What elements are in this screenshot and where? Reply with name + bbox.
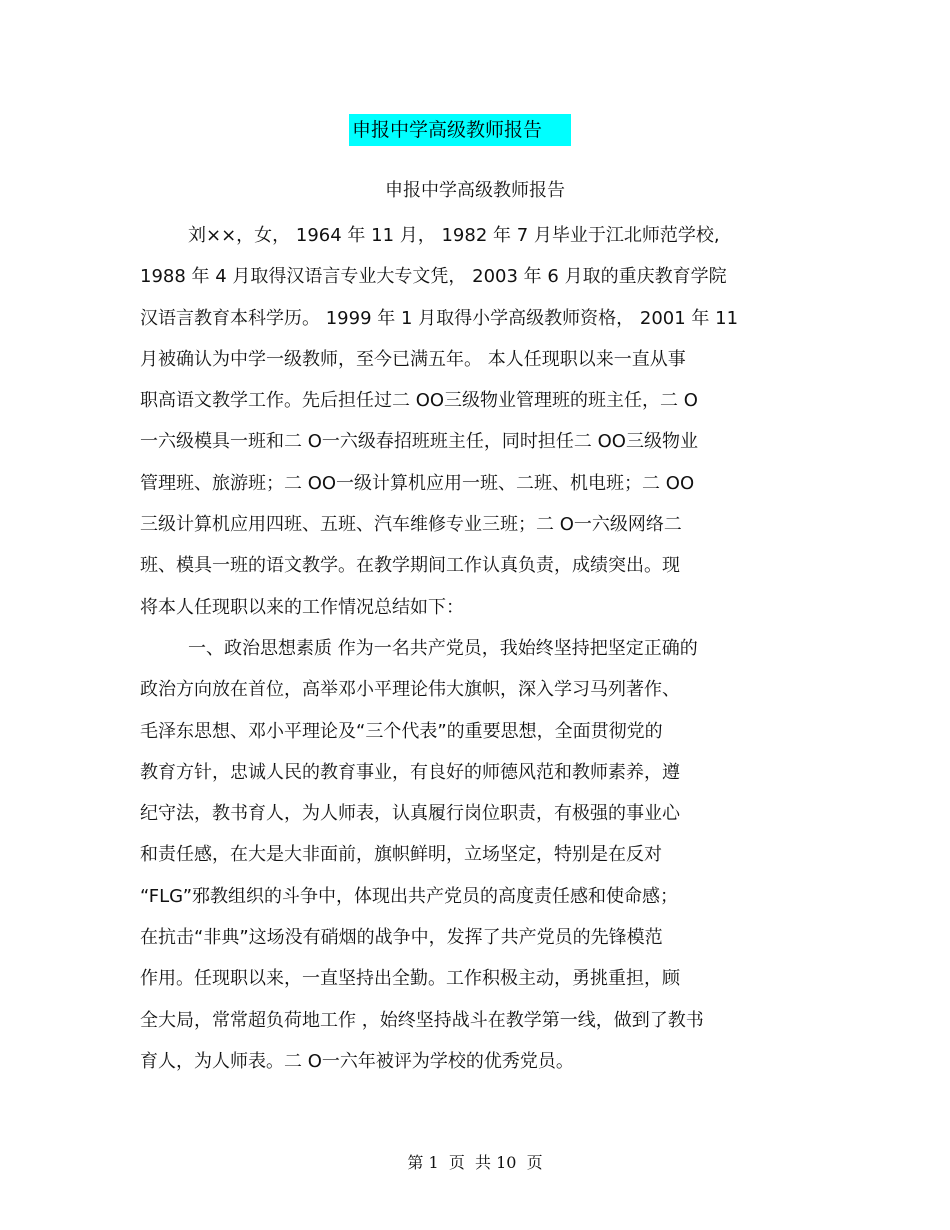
body-line: 刘××，女， 1964 年 11 月， 1982 年 7 月毕业于江北师范学校, xyxy=(188,225,720,246)
body-line: 月被确认为中学一级教师，至今已满五年。 本人任现职以来一直从事 xyxy=(140,348,686,370)
body-line: “FLG”邪教组织的斗争中，体现出共产党员的高度责任感和使命感； xyxy=(140,885,679,907)
body-line: 在抗击“非典”这场没有硝烟的战争中，发挥了共产党员的先锋模范 xyxy=(140,927,663,949)
body-line: 一六级模具一班和二 O一六级春招班班主任，同时担任二 OO三级物业 xyxy=(140,431,698,453)
body-line: 全大局，常常超负荷地工作 ，始终坚持战斗在教学第一线，做到了教书 xyxy=(140,1009,704,1031)
body-line: 汉语言教育本科学历。 1999 年 1 月取得小学高级教师资格， 2001 年 11 xyxy=(140,307,739,329)
body-line: 作用。任现职以来，一直坚持出全勤。工作积极主动，勇挑重担，顾 xyxy=(140,968,680,990)
body-line: 三级计算机应用四班、五班、汽车维修专业三班；二 O一六级网络二 xyxy=(140,514,682,536)
body-line: 一、政治思想素质 作为一名共产党员，我始终坚持把坚定正确的 xyxy=(188,637,698,659)
body-line: 教育方针，忠诚人民的教育事业，有良好的师德风范和教师素养，遵 xyxy=(140,761,680,783)
body-line: 纪守法，教书育人，为人师表，认真履行岗位职责，有极强的事业心 xyxy=(140,803,680,825)
body-line: 班、模具一班的语文教学。在教学期间工作认真负责，成绩突出。现 xyxy=(140,555,680,577)
body-line: 管理班、旅游班；二 OO一级计算机应用一班、二班、机电班；二 OO xyxy=(140,472,695,494)
page-footer: 第 1 页 共 10 页 xyxy=(407,1153,543,1172)
body-line: 将本人任现职以来的工作情况总结如下： xyxy=(140,596,464,618)
document-sub-title: 申报中学高级教师报告 xyxy=(385,180,565,201)
document-body xyxy=(140,221,840,1088)
body-line: 政治方向放在首位，高举邓小平理论伟大旗帜，深入学习马列著作、 xyxy=(140,679,680,701)
body-line: 毛泽东思想、邓小平理论及“三个代表”的重要思想，全面贯彻党的 xyxy=(140,720,663,742)
body-line: 职高语文教学工作。先后担任过二 OO三级物业管理班的班主任，二 O xyxy=(140,390,698,412)
body-line: 育人，为人师表。二 O一六年被评为学校的优秀党员。 xyxy=(140,1050,574,1072)
document-main-title: 申报中学高级教师报告 xyxy=(349,114,571,146)
body-line: 和责任感，在大是大非面前，旗帜鲜明，立场坚定，特别是在反对 xyxy=(140,844,662,866)
body-line: 1988 年 4 月取得汉语言专业大专文凭， 2003 年 6 月取的重庆教育学院 xyxy=(140,266,727,288)
